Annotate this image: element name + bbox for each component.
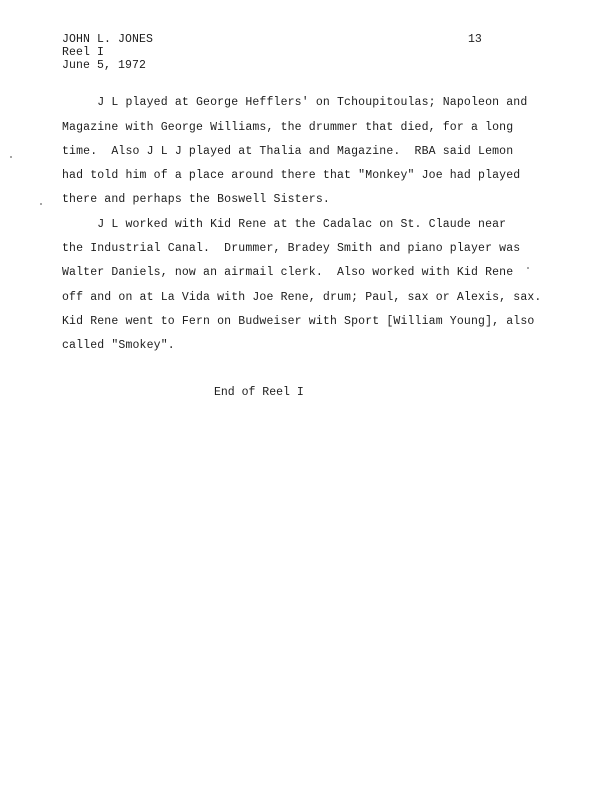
- interviewee-name: JOHN L. JONES: [62, 33, 154, 46]
- body-line: off and on at La Vida with Joe Rene, drum; Paul, sax or Alexis, sax.: [62, 291, 542, 304]
- body-line: Walter Daniels, now an airmail clerk. Also worked with Kid Rene: [62, 266, 514, 279]
- body-line: Kid Rene went to Fern on Budweiser with Sport [William Young], also: [62, 315, 535, 328]
- scan-speck: [527, 267, 529, 269]
- interview-date: June 5, 1972: [62, 59, 147, 72]
- end-of-reel-note: End of Reel I: [214, 386, 304, 399]
- scan-speck: [10, 156, 12, 158]
- body-line: J L worked with Kid Rene at the Cadalac on St. Claude near: [62, 218, 507, 231]
- body-line: called "Smokey".: [62, 339, 175, 352]
- body-line: there and perhaps the Boswell Sisters.: [62, 193, 330, 206]
- body-line: Magazine with George Williams, the drummer that died, for a long: [62, 121, 514, 134]
- body-line: time. Also J L J played at Thalia and Magazine. RBA said Lemon: [62, 145, 514, 158]
- reel-label: Reel I: [62, 46, 105, 59]
- body-line: J L played at George Hefflers' on Tchoupitoulas; Napoleon and: [62, 96, 528, 109]
- document-header: [62, 33, 153, 72]
- scan-speck: [40, 203, 42, 205]
- body-line: the Industrial Canal. Drummer, Bradey Smith and piano player was: [62, 242, 521, 255]
- page-number: 13: [468, 33, 482, 46]
- body-line: had told him of a place around there that "Monkey" Joe had played: [62, 169, 521, 182]
